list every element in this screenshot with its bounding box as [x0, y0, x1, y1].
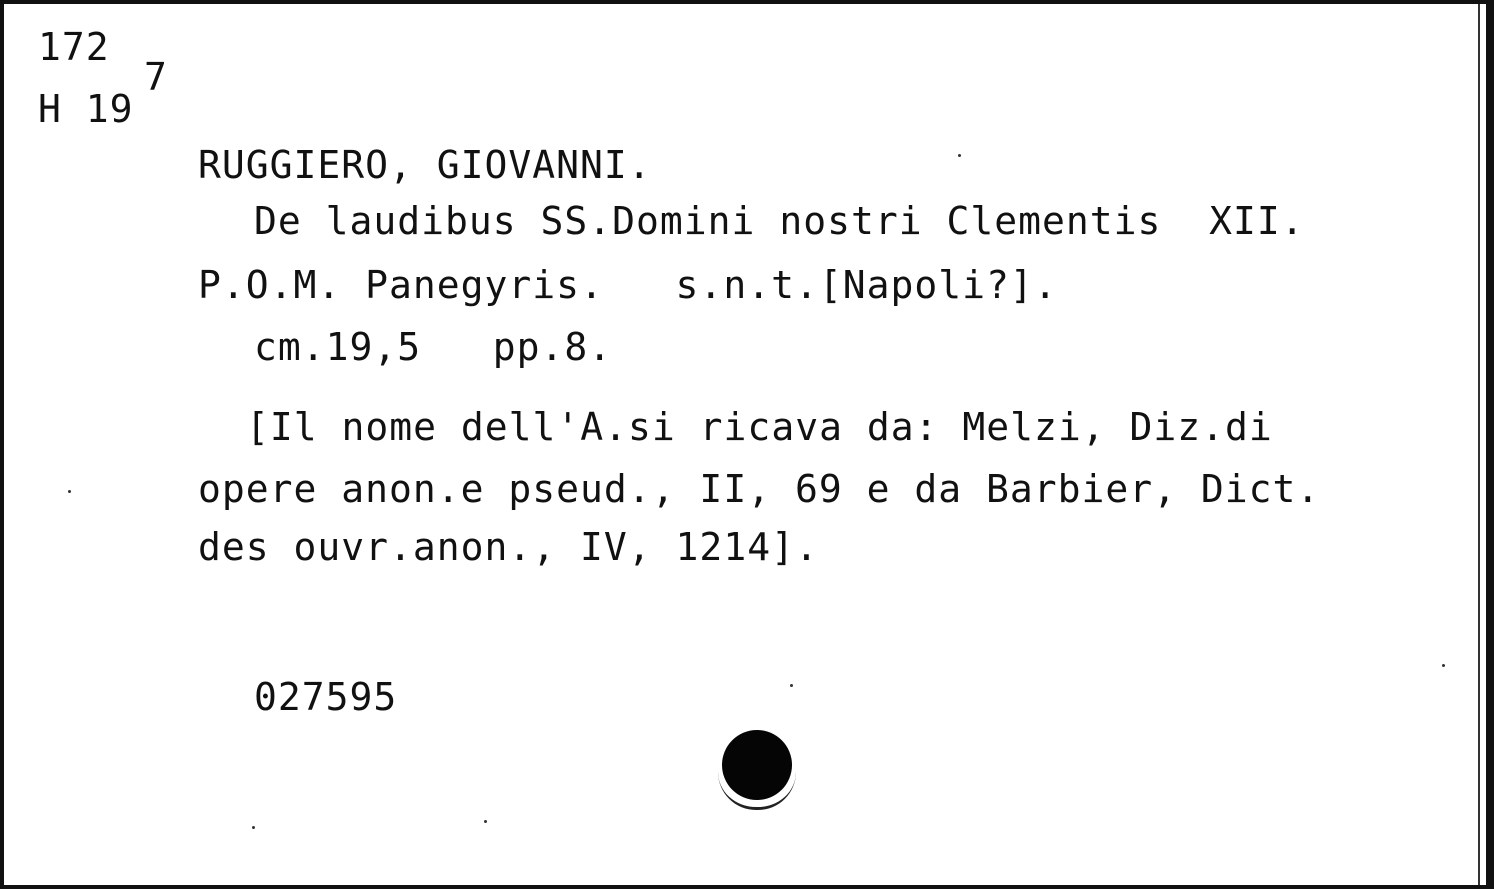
note-line-1: [Il nome dell'A.si ricava da: Melzi, Diz.di [246, 405, 1273, 449]
author-heading: RUGGIERO, GIOVANNI. [198, 143, 652, 187]
title-line-2: P.O.M. Panegyris. s.n.t.[Napoli?]. [198, 263, 1058, 307]
dust-speck [1442, 664, 1445, 667]
dust-speck [68, 490, 71, 493]
card-right-inner-line [1478, 4, 1480, 885]
note-line-3: des ouvr.anon., IV, 1214]. [198, 525, 819, 569]
dust-speck [790, 684, 793, 687]
dust-speck [484, 820, 487, 823]
call-number-line1: 172 [38, 25, 110, 69]
collation: cm.19,5 pp.8. [254, 325, 613, 369]
call-number-superscript: 7 [144, 55, 168, 99]
note-line-2: opere anon.e pseud., II, 69 e da Barbier, Dict. [198, 467, 1321, 511]
dust-speck [958, 154, 961, 157]
card-top-edge [0, 0, 1494, 4]
accession-number: 027595 [254, 675, 398, 719]
punch-hole [722, 730, 792, 800]
card-right-edge [1486, 0, 1494, 889]
card-left-edge [0, 0, 4, 889]
card-bottom-edge [0, 885, 1494, 889]
call-number-line2: H 19 [38, 87, 134, 131]
title-line-1: De laudibus SS.Domini nostri Clementis XII. [254, 199, 1305, 243]
dust-speck [252, 826, 255, 829]
